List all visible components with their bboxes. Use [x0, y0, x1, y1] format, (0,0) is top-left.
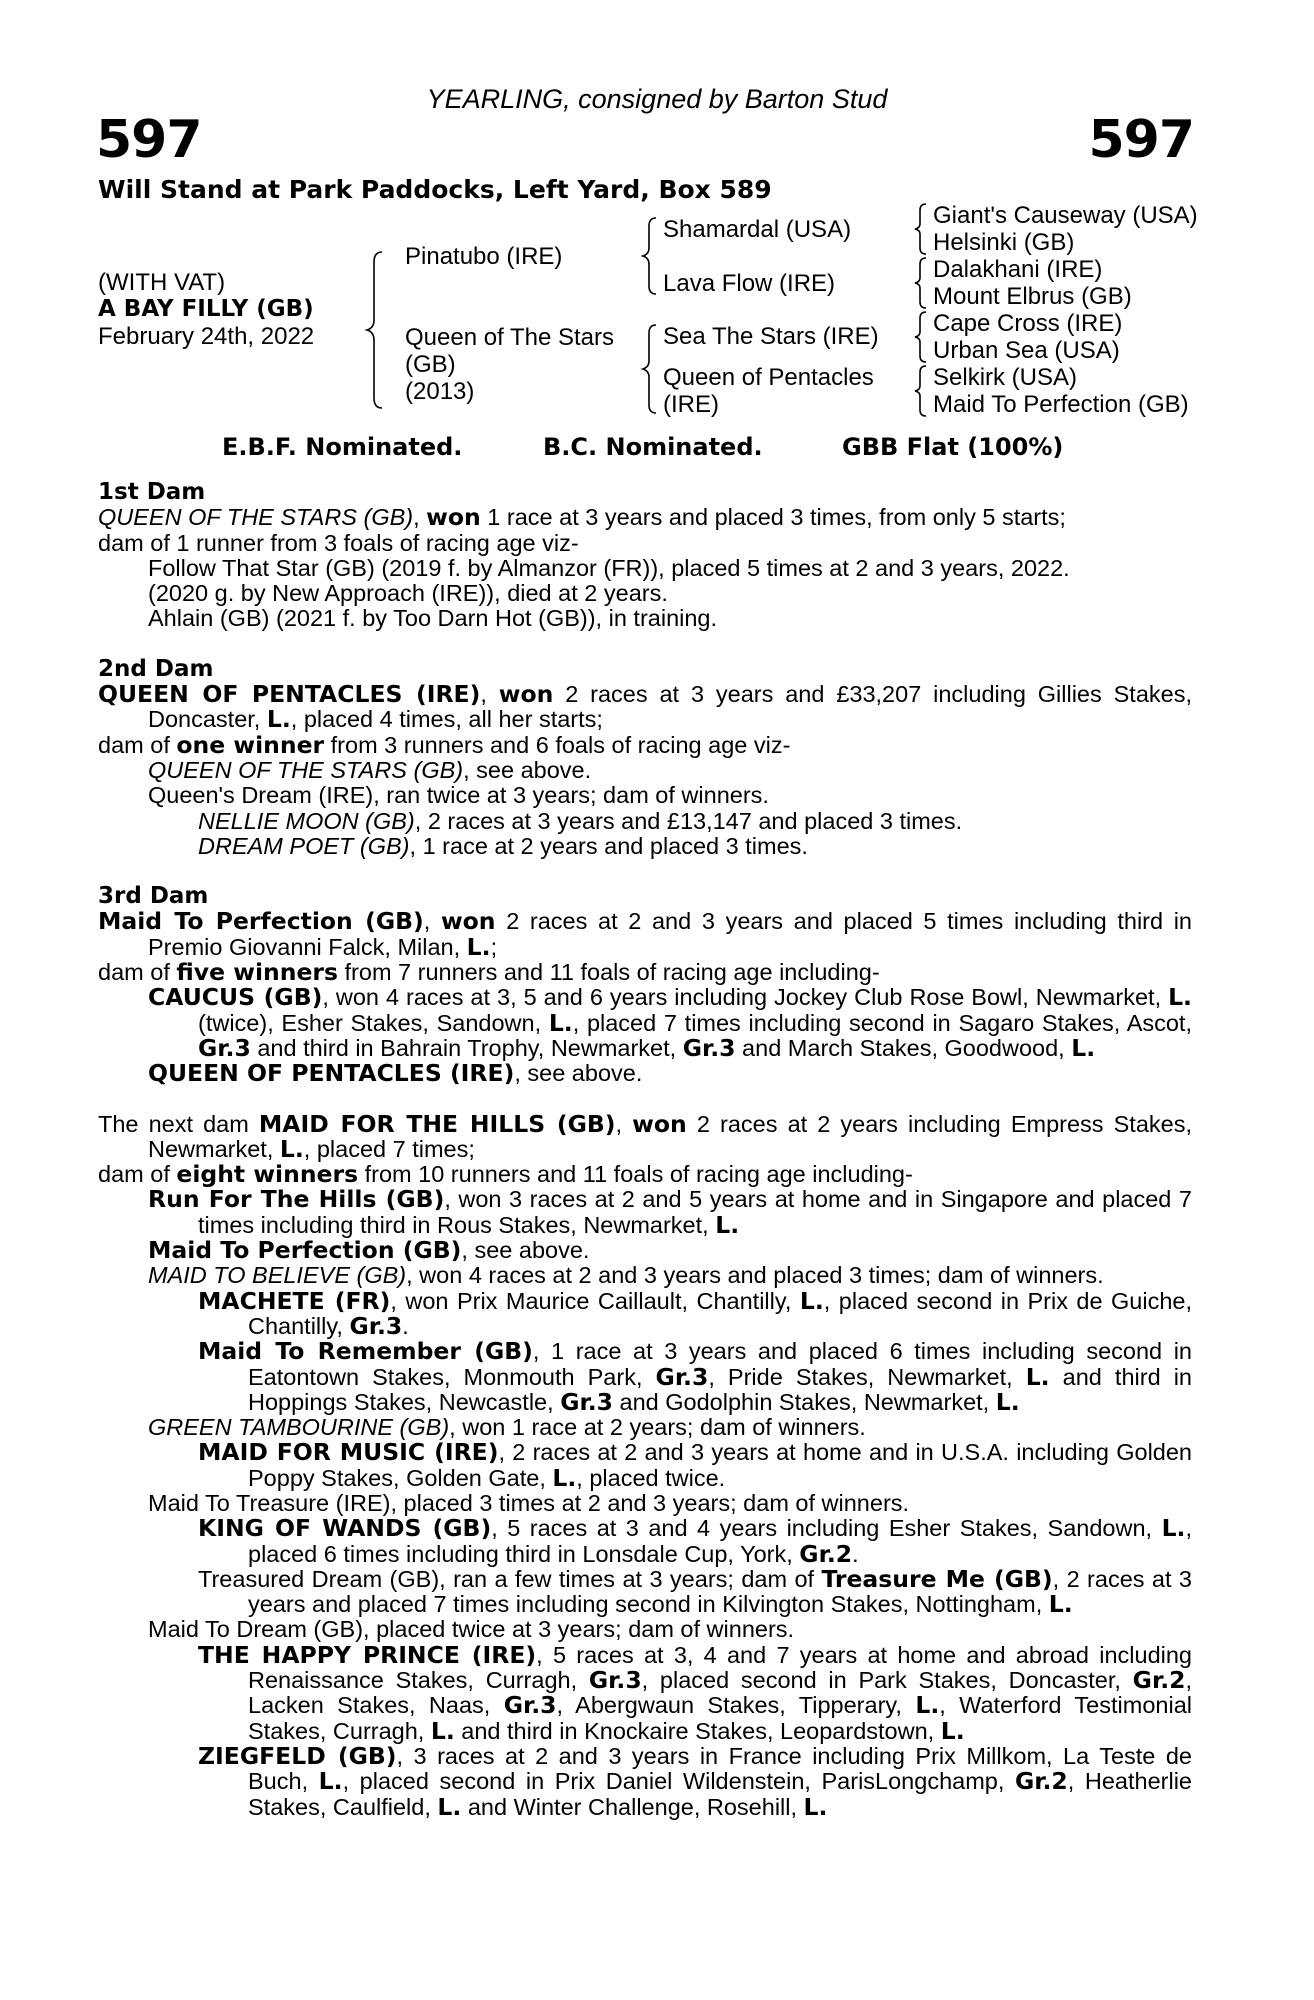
second-dam-summary: QUEEN OF PENTACLES (IRE), won 2 races at 3 years and £33,207 including Gillies Stakes, Doncaster, L., placed 4 times, all her starts;	[98, 680, 1192, 734]
third-dam-foal-caucus: CAUCUS (GB), won 4 races at 3, 5 and 6 years including Jockey Club Rose Bowl, Newmarket, L. (twice), Esher Stakes, Sandown, L., placed 7 times including second in Sagaro Stakes, Ascot, Gr.3 and third in Bahrain Trophy, Newmarket, Gr.3 and March Stakes, Goodwood, L.	[148, 983, 1192, 1062]
first-dam-foal-3: Ahlain (GB) (2021 f. by Too Darn Hot (GB)), in training.	[148, 605, 718, 632]
second-dam-foal-1: QUEEN OF THE STARS (GB), see above.	[148, 756, 592, 783]
gbb-flat: GBB Flat (100%)	[842, 433, 1064, 461]
brace-g3-3	[912, 310, 930, 364]
gen3-4: Mount Elbrus (GB)	[933, 283, 1132, 310]
second-dam-heading: 2nd Dam	[98, 655, 214, 682]
stand-location: Will Stand at Park Paddocks, Left Yard, Box 589	[98, 175, 772, 204]
grandchild-the-happy-prince: THE HAPPY PRINCE (IRE), 5 races at 3, 4 and 7 years at home and abroad including Renaissance Stakes, Curragh, Gr.3, placed second in Park Stakes, Doncaster, Gr.2, Lacken Stakes, Naas, Gr.3, Abergwaun Stakes, Tipperary, L., Waterford Testimonial Stakes, Curragh, L. and third in Knockaire Stakes, Leopardstown, L.	[198, 1640, 1193, 1745]
first-dam-heading: 1st Dam	[98, 479, 206, 505]
brace-parents	[364, 250, 388, 410]
third-dam-summary: Maid To Perfection (GB), won 2 races at 2 and 3 years and placed 5 times including third in Premio Giovanni Falck, Milan, L.;	[98, 907, 1193, 961]
sire-dam: Lava Flow (IRE)	[663, 270, 836, 297]
gen3-5: Cape Cross (IRE)	[933, 310, 1123, 337]
dam-dam-line2: (IRE)	[663, 391, 719, 418]
first-dam-summary: QUEEN OF THE STARS (GB), won 1 race at 3 years and placed 3 times, from only 5 starts;	[98, 503, 1066, 532]
second-dam-produce-intro: dam of one winner from 3 runners and 6 foals of racing age viz-	[98, 730, 791, 759]
next-dam-produce-intro: dam of eight winners from 10 runners and 11 foals of racing age including-	[98, 1160, 913, 1189]
gen3-6: Urban Sea (USA)	[933, 337, 1120, 364]
grandchild-maid-for-music: MAID FOR MUSIC (IRE), 2 races at 2 and 3 years at home and in U.S.A. including Golden Poppy Stakes, Golden Gate, L., placed twice.	[198, 1438, 1192, 1492]
subject-name: A BAY FILLY (GB)	[98, 296, 314, 322]
first-dam-produce-intro: dam of 1 runner from 3 foals of racing age viz-	[98, 529, 579, 556]
grandchild-machete: MACHETE (FR), won Prix Maurice Caillault, Chantilly, L., placed second in Prix de Guiche, Chantilly, Gr.3.	[198, 1286, 1192, 1340]
gen3-8: Maid To Perfection (GB)	[933, 391, 1189, 418]
grandchild-ziegfeld: ZIEGFELD (GB), 3 races at 2 and 3 years in France including Prix Millkom, La Teste de Buch, L., placed second in Prix Daniel Wildenstein, ParisLongchamp, Gr.2, Heatherlie Stakes, Caulfield, L. and Winter Challenge, Rosehill, L.	[198, 1741, 1192, 1821]
sire: Pinatubo (IRE)	[405, 243, 563, 270]
second-dam-foal-2: Queen's Dream (IRE), ran twice at 3 years; dam of winners.	[148, 782, 769, 809]
second-dam-granddaughter-2: DREAM POET (GB), 1 race at 2 years and placed 3 times.	[198, 832, 808, 859]
next-dam-foal-maid-to-believe: MAID TO BELIEVE (GB), won 4 races at 2 and 3 years and placed 3 times; dam of winners.	[148, 1262, 1104, 1289]
next-dam-foal-green-tambourine: GREEN TAMBOURINE (GB), won 1 race at 2 years; dam of winners.	[148, 1414, 866, 1441]
first-dam-foal-1: Follow That Star (GB) (2019 f. by Almanzor (FR)), placed 5 times at 2 and 3 years, 2022.	[148, 554, 1070, 581]
lot-number-left: 597	[96, 110, 202, 170]
next-dam-foal-maid-to-dream: Maid To Dream (GB), placed twice at 3 years; dam of winners.	[148, 1616, 795, 1643]
brace-dam	[640, 323, 660, 415]
subject-dob: February 24th, 2022	[98, 323, 315, 350]
brace-g3-2	[912, 256, 930, 310]
gen3-7: Selkirk (USA)	[933, 364, 1078, 391]
grandchild-maid-to-remember: Maid To Remember (GB), 1 race at 3 years and placed 6 times including second in Eatontown Stakes, Monmouth Park, Gr.3, Pride Stakes, Newmarket, L. and third in Hoppings Stakes, Newcastle, Gr.3 and Godolphin Stakes, Newmarket, L.	[198, 1337, 1192, 1416]
dam-records	[98, 480, 1192, 1820]
third-dam-produce-intro: dam of five winners from 7 runners and 11 foals of racing age including-	[98, 958, 880, 987]
brace-g3-4	[912, 364, 930, 418]
ebf-nomination: E.B.F. Nominated.	[222, 433, 463, 461]
gen3-2: Helsinki (GB)	[933, 229, 1075, 256]
dam-line2: (GB)	[405, 351, 456, 378]
brace-g3-1	[912, 202, 930, 256]
next-dam-summary: The next dam MAID FOR THE HILLS (GB), won 2 races at 2 years including Empress Stakes, Newmarket, L., placed 7 times;	[98, 1109, 1192, 1163]
gen3-1: Giant's Causeway (USA)	[933, 202, 1198, 229]
dam-line3: (2013)	[405, 378, 475, 405]
sire-sire: Shamardal (USA)	[663, 216, 852, 243]
next-dam-foal-run-for-the-hills: Run For The Hills (GB), won 3 races at 2 and 5 years at home and in Singapore and placed 7 times including third in Rous Stakes, Newmarket, L.	[148, 1185, 1192, 1239]
bc-nomination: B.C. Nominated.	[543, 433, 763, 461]
first-dam-foal-2: (2020 g. by New Approach (IRE)), died at 2 years.	[148, 580, 668, 607]
dam-dam-line1: Queen of Pentacles	[663, 364, 874, 391]
third-dam-foal-queen-of-pentacles: QUEEN OF PENTACLES (IRE), see above.	[148, 1059, 643, 1088]
next-dam-foal-maid-to-perfection: Maid To Perfection (GB), see above.	[148, 1236, 590, 1265]
gen3-3: Dalakhani (IRE)	[933, 256, 1103, 283]
third-dam-heading: 3rd Dam	[98, 883, 209, 910]
grandchild-king-of-wands: KING OF WANDS (GB), 5 races at 3 and 4 years including Esher Stakes, Sandown, L., placed 6 times including third in Lonsdale Cup, York, Gr.2.	[198, 1514, 1192, 1568]
second-dam-granddaughter-1: NELLIE MOON (GB), 2 races at 3 years and £13,147 and placed 3 times.	[198, 807, 963, 834]
catalogue-header: YEARLING, consigned by Barton Stud	[426, 84, 888, 114]
next-dam-foal-maid-to-treasure: Maid To Treasure (IRE), placed 3 times at 2 and 3 years; dam of winners.	[148, 1489, 910, 1516]
dam-sire: Sea The Stars (IRE)	[663, 323, 879, 350]
vat-note: (WITH VAT)	[98, 269, 226, 296]
grandchild-treasured-dream: Treasured Dream (GB), ran a few times at 3 years; dam of Treasure Me (GB), 2 races at 3 years and placed 7 times including second in Kilvington Stakes, Nottingham, L.	[198, 1564, 1193, 1619]
dam-line1: Queen of The Stars	[405, 324, 615, 351]
lot-number-right: 597	[1088, 110, 1194, 170]
brace-sire	[640, 216, 660, 296]
